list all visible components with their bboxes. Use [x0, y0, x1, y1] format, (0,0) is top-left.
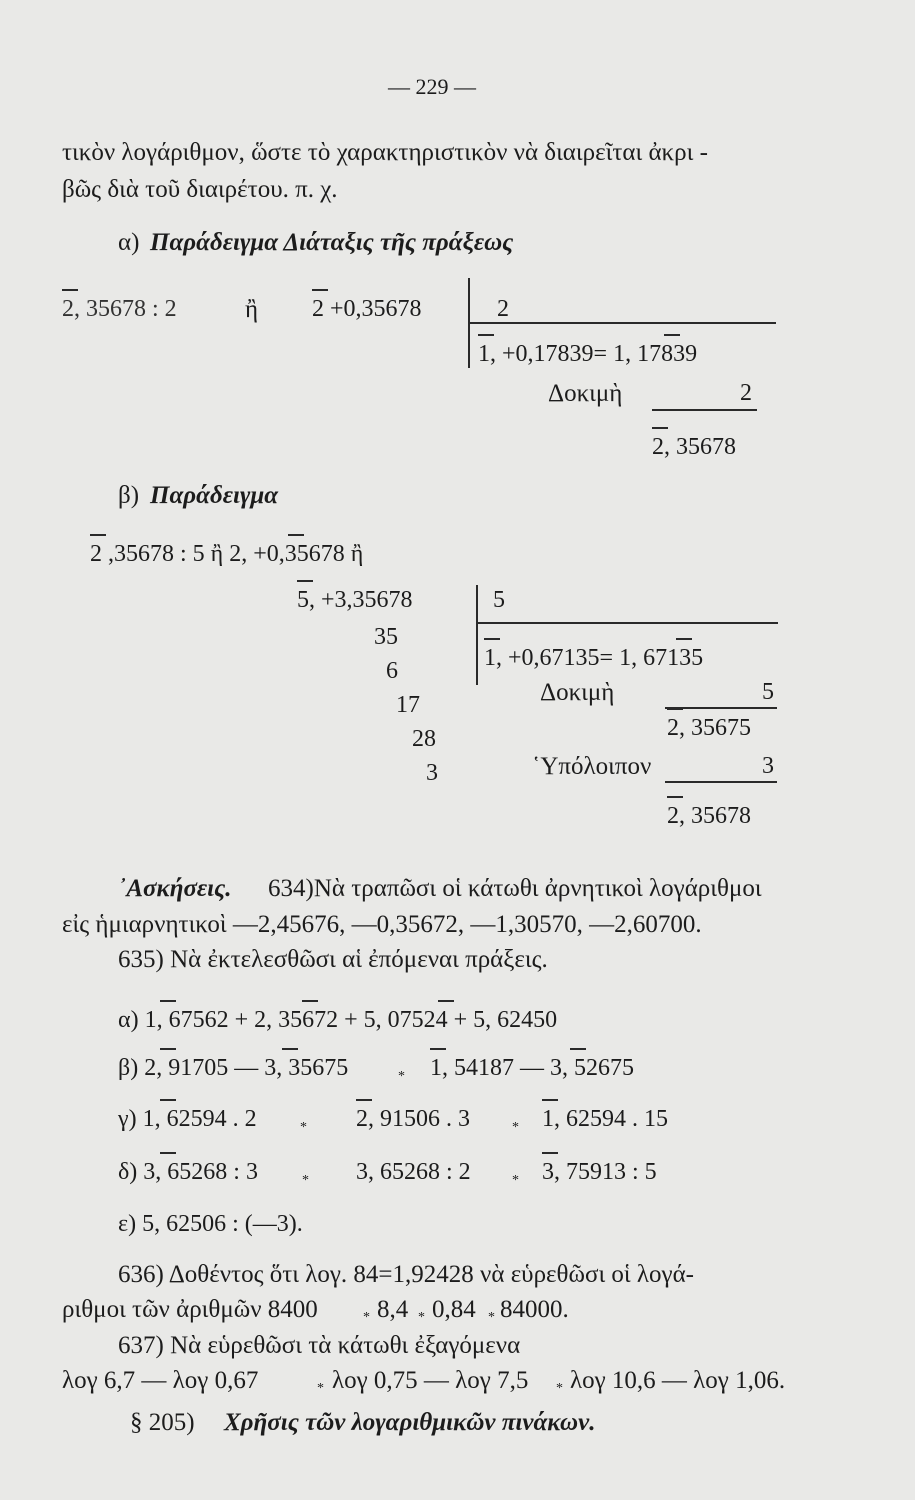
exercise-row-c3: 1, 62594 . 15	[542, 1106, 668, 1132]
exercise-row-b: β) 2, 91705 — 3, 35675	[118, 1055, 349, 1081]
overline	[160, 1099, 176, 1101]
exercise-sep: *	[398, 1069, 405, 1084]
overline	[430, 1048, 446, 1050]
example-a-or: ἢ	[245, 296, 259, 323]
overline	[667, 796, 683, 798]
exercise-sep: *	[488, 1310, 495, 1325]
example-b-dividend: 5, +3,35678	[297, 587, 413, 613]
overline	[312, 289, 328, 291]
example-b-check-product: 2, 35675	[667, 715, 751, 741]
remainder-rule	[665, 781, 777, 783]
overline	[652, 427, 668, 429]
exercise-637-line2b: λογ 0,75 — λογ 7,5	[332, 1367, 529, 1394]
page-number: — 229 —	[388, 74, 476, 99]
example-a-title: Παράδειγμα Διάταξις τῆς πράξεως	[150, 229, 514, 256]
exercise-sep: *	[418, 1310, 425, 1325]
example-b-divisor: 5	[493, 587, 505, 613]
exercise-637-line2a: λογ 6,7 — λογ 0,67	[62, 1367, 259, 1394]
exercise-row-d: δ) 3, 65268 : 3	[118, 1159, 258, 1185]
example-a-check-result: 2, 35678	[652, 434, 736, 460]
exercise-636-line2b: 8,4	[377, 1296, 409, 1323]
overline	[664, 334, 680, 336]
overline	[356, 1099, 372, 1101]
example-b-title: Παράδειγμα	[150, 482, 279, 509]
divisor-rule	[478, 622, 778, 624]
exercise-sep: *	[300, 1120, 307, 1135]
overline	[542, 1099, 558, 1101]
overline	[484, 638, 500, 640]
example-a-label: α)	[118, 229, 140, 256]
division-step: 35	[374, 624, 398, 650]
section-title: Χρῆσις τῶν λογαριθμικῶν πινάκων.	[224, 1409, 596, 1436]
example-b-final: 2, 35678	[667, 803, 751, 829]
example-a-lhs: 2, 35678 : 2	[62, 296, 177, 322]
intro-line-1: τικὸν λογάριθμον, ὥστε τὸ χαρακτηριστικὸν νὰ διαιρεῖται ἀκρι -	[62, 139, 708, 166]
overline	[288, 534, 304, 536]
exercise-636-line2c: 0,84	[432, 1296, 476, 1323]
exercise-sep: *	[317, 1381, 324, 1396]
example-b-check-mult: 5	[762, 679, 774, 705]
exercise-634-line2: εἰς ἡμιαρνητικοὶ —2,45676, —0,35672, —1,30570, —2,60700.	[62, 911, 702, 938]
exercise-row-d2: 3, 65268 : 2	[356, 1159, 471, 1185]
division-step: 3	[426, 760, 438, 786]
exercise-sep: *	[512, 1120, 519, 1135]
exercise-636-line2a: ριθμοι τῶν ἀριθμῶν 8400	[62, 1296, 318, 1323]
exercise-sep: *	[363, 1310, 370, 1325]
example-a-rewritten: 2 +0,35678	[312, 296, 422, 322]
check-rule	[652, 409, 757, 411]
exercise-636-line1: 636) Δοθέντος ὅτι λογ. 84=1,92428 νὰ εὑρεθῶσι οἱ λογά-	[118, 1261, 694, 1288]
divisor-rule	[470, 322, 776, 324]
exercise-row-d3: 3, 75913 : 5	[542, 1159, 657, 1185]
overline	[302, 1000, 318, 1002]
exercises-heading: ᾿Ασκήσεις.	[118, 875, 232, 902]
exercise-row-c: γ) 1, 62594 . 2	[118, 1106, 257, 1132]
overline	[160, 1152, 176, 1154]
overline	[667, 708, 683, 710]
exercise-637-line1: 637) Νὰ εὑρεθῶσι τὰ κάτωθι ἐξαγόμενα	[118, 1332, 521, 1359]
division-step: 6	[386, 658, 398, 684]
example-b-label: β)	[118, 482, 140, 509]
section-number: § 205)	[130, 1409, 195, 1436]
overline	[282, 1048, 298, 1050]
overline	[62, 289, 78, 291]
example-b-quotient: 1, +0,67135= 1, 67135	[484, 645, 704, 671]
overline	[438, 1000, 454, 1002]
overline	[478, 334, 494, 336]
exercise-634-line1: 634)Νὰ τραπῶσι οἱ κάτωθι ἀρνητικοὶ λογάριθμοι	[268, 875, 762, 902]
exercise-sep: *	[302, 1173, 309, 1188]
exercise-row-a: α) 1, 67562 + 2, 35672 + 5, 07524 + 5, 62450	[118, 1007, 558, 1033]
intro-line-2: βῶς διὰ τοῦ διαιρέτου. π. χ.	[62, 176, 338, 203]
overline	[160, 1048, 176, 1050]
exercise-636-line2d: 84000.	[500, 1296, 569, 1323]
exercise-row-e: ε) 5, 62506 : (—3).	[118, 1211, 303, 1237]
overline	[160, 1000, 176, 1002]
exercise-row-b2: 1, 54187 — 3, 52675	[430, 1055, 634, 1081]
example-b-line1: 2 ,35678 : 5 ἢ 2, +0,35678 ἢ	[90, 541, 364, 567]
example-a-divisor: 2	[497, 296, 509, 322]
example-a-quotient: 1, +0,17839= 1, 17839	[478, 341, 698, 367]
example-b-remainder: 3	[762, 753, 774, 779]
overline	[570, 1048, 586, 1050]
overline	[90, 534, 106, 536]
division-step: 17	[396, 692, 420, 718]
division-step: 28	[412, 726, 436, 752]
example-a-check-label: Δοκιμὴ	[548, 380, 623, 407]
exercise-635: 635) Νὰ ἐκτελεσθῶσι αἱ ἐπόμεναι πράξεις.	[118, 946, 548, 973]
overline	[542, 1152, 558, 1154]
example-b-check-label: Δοκιμὴ	[540, 679, 615, 706]
overline	[676, 638, 692, 640]
exercise-sep: *	[512, 1173, 519, 1188]
example-a-check-mult: 2	[740, 380, 752, 406]
exercise-sep: *	[556, 1381, 563, 1396]
exercise-637-line2c: λογ 10,6 — λογ 1,06.	[570, 1367, 786, 1394]
exercise-row-c2: 2, 91506 . 3	[356, 1106, 470, 1132]
division-bar	[476, 585, 478, 685]
overline	[297, 580, 313, 582]
example-b-remainder-label: ῾Υπόλοιπον	[532, 753, 652, 780]
